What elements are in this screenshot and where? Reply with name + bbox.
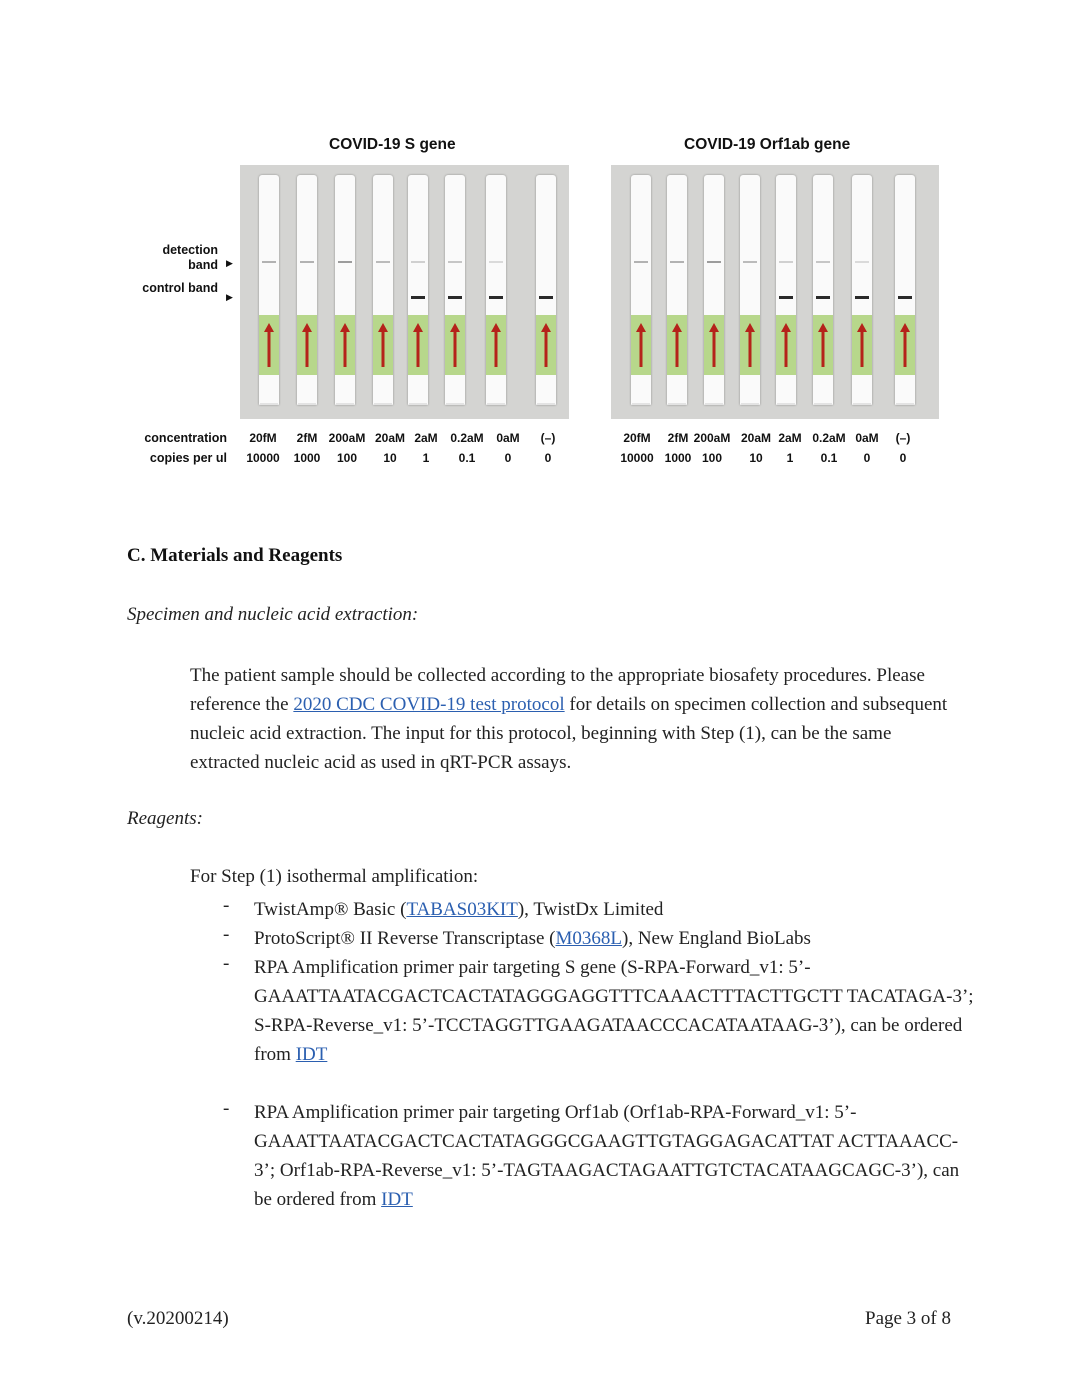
up-arrow-icon [672,323,682,367]
test-strip [297,175,317,405]
detection-band [707,261,721,263]
copies-value: 10 [749,451,763,465]
test-strip [740,175,760,405]
control-band-pointer-icon: ▶ [226,292,233,302]
strip-end [487,403,505,405]
copies-value: 0 [863,451,871,465]
up-arrow-icon [857,323,867,367]
step1-intro: For Step (1) isothermal amplification: [190,866,479,887]
list-item-s-gene-primers [254,953,974,1069]
list-item-twistamp [254,895,974,924]
footer-page-number: Page 3 of 8 [865,1308,952,1329]
strip-end [374,403,392,405]
m0368l-link[interactable]: M0368L [555,928,622,949]
test-strip [373,175,393,405]
control-band [779,296,793,299]
up-arrow-icon [781,323,791,367]
test-strip [667,175,687,405]
up-arrow-icon [818,323,828,367]
detection-band [743,261,757,263]
strip-end [896,403,914,405]
detection-band [489,261,503,263]
up-arrow-icon [450,323,460,367]
strip-end [260,403,278,405]
detection-band [634,261,648,263]
concentration-value: 200aM [328,431,366,445]
test-strip [813,175,833,405]
concentration-value: (–) [895,431,911,445]
detection-band-pointer-icon: ▶ [226,258,233,268]
test-strip [852,175,872,405]
item-text: TwistAmp® Basic ( [254,899,407,920]
test-strip [486,175,506,405]
up-arrow-icon [636,323,646,367]
list-bullet: - [223,953,230,974]
concentration-value: 0aM [496,431,520,445]
strip-end [777,403,795,405]
copies-value: 10000 [620,451,654,465]
strip-end [632,403,650,405]
copies-value: 1 [786,451,794,465]
up-arrow-icon [745,323,755,367]
test-strip [536,175,556,405]
concentration-value: 2aM [414,431,438,445]
panel-title-s-gene: COVID-19 S gene [329,136,456,153]
test-strip [335,175,355,405]
control-band [855,296,869,299]
detection-band [411,261,425,263]
reagents-subheading: Reagents: [127,808,203,829]
detection-band [670,261,684,263]
test-strip [704,175,724,405]
specimen-paragraph [190,661,960,777]
specimen-text-1: The patient sample should be collected according to the appropriate biosafety procedures. Please reference the [190,665,925,715]
strip-end [409,403,427,405]
copies-value: 0.1 [820,451,838,465]
concentration-value: 2aM [778,431,802,445]
strip-end [853,403,871,405]
strip-end [298,403,316,405]
test-strip [895,175,915,405]
strip-end [336,403,354,405]
concentration-value: 2fM [667,431,689,445]
concentration-value: 0aM [855,431,879,445]
control-band [539,296,553,299]
concentration-value: 0.2aM [812,431,846,445]
idt-link-orf1ab[interactable]: IDT [381,1189,413,1210]
copies-value: 10 [383,451,397,465]
detection-band [855,261,869,263]
strip-end [741,403,759,405]
strip-end [668,403,686,405]
idt-link-s-gene[interactable]: IDT [295,1044,328,1065]
test-strip [259,175,279,405]
cdc-protocol-link[interactable]: 2020 CDC COVID-19 test protocol [293,694,565,715]
concentration-value: 20fM [623,431,651,445]
up-arrow-icon [378,323,388,367]
copies-value: 10000 [246,451,280,465]
detection-band [816,261,830,263]
copies-row-label: copies per ul [149,451,227,465]
concentration-value: 200aM [693,431,731,445]
specimen-subheading: Specimen and nucleic acid extraction: [127,604,419,625]
strip-end [537,403,555,405]
strip-photo-orf1ab-gene [611,165,939,419]
list-item-orf1ab-primers [254,1098,974,1214]
up-arrow-icon [264,323,274,367]
strip-end [705,403,723,405]
footer-version: (v.20200214) [127,1308,229,1329]
item-text: ProtoScript® II Reverse Transcriptase ( [254,928,556,949]
up-arrow-icon [340,323,350,367]
up-arrow-icon [302,323,312,367]
concentration-value: 2fM [296,431,318,445]
up-arrow-icon [709,323,719,367]
copies-value: 1000 [293,451,321,465]
strip-photo-s-gene [240,165,569,419]
copies-value: 1 [422,451,430,465]
list-bullet: - [223,924,230,945]
concentration-value: 20aM [740,431,772,445]
detection-band [779,261,793,263]
detection-band [300,261,314,263]
up-arrow-icon [413,323,423,367]
item-text: RPA Amplification primer pair targeting S gene (S-RPA-Forward_v1: 5’-GAAATTAATACGACTCACTATAGGGAGGTTTCAAACTTTACTTGCTT TACATAGA-3’; S-RPA-Reverse_v1: 5’-TCCTAGGTTGAAGATAACCCACATAATAAG-3’), can be ordered from [254,957,974,1065]
concentration-row-label: concentration [144,431,227,445]
control-band [448,296,462,299]
detection-band [376,261,390,263]
copies-value: 0 [504,451,512,465]
detection-band [448,261,462,263]
item-text: ), New England BioLabs [622,928,811,949]
copies-value: 0 [544,451,552,465]
control-band [816,296,830,299]
concentration-value: 20fM [249,431,277,445]
control-band [489,296,503,299]
list-bullet: - [223,1098,230,1119]
copies-value: 100 [336,451,358,465]
panel-title-orf1ab-gene: COVID-19 Orf1ab gene [684,136,851,153]
concentration-value: 0.2aM [450,431,484,445]
copies-value: 1000 [664,451,692,465]
copies-value: 100 [701,451,723,465]
test-strip [776,175,796,405]
copies-value: 0 [899,451,907,465]
item-text: RPA Amplification primer pair targeting Orf1ab (Orf1ab-RPA-Forward_v1: 5’-GAAATTAATACGACTCACTATAGGGCGAAGTTGTAGGAGACATTAT ACTTAAACC-3’; Orf1ab-RPA-Reverse_v1: 5’-TAGTAAGACTAGAATTGTCTACATAAGCAGC-3’), can be ordered from [254,1102,960,1210]
control-band-label: control band [142,281,218,295]
concentration-value: 20aM [374,431,406,445]
section-heading: C. Materials and Reagents [127,545,343,566]
item-text: ), TwistDx Limited [517,899,664,920]
detection-band [262,261,276,263]
up-arrow-icon [900,323,910,367]
control-band [411,296,425,299]
copies-value: 0.1 [458,451,476,465]
strip-end [814,403,832,405]
strip-end [446,403,464,405]
up-arrow-icon [491,323,501,367]
specimen-text-2: for details on specimen collection and subsequent nucleic acid extraction. The input for this protocol, beginning with Step (1), can be the same extracted nucleic acid as used in qRT-PCR assays. [190,694,948,773]
list-item-protoscript [254,924,974,953]
tabas03kit-link[interactable]: TABAS03KIT [406,899,518,920]
up-arrow-icon [541,323,551,367]
test-strip [631,175,651,405]
test-strip [445,175,465,405]
detection-band [338,261,352,263]
test-strip [408,175,428,405]
detection-band-label: detection band [162,243,218,272]
control-band [898,296,912,299]
concentration-value: (–) [540,431,556,445]
list-bullet: - [223,895,230,916]
